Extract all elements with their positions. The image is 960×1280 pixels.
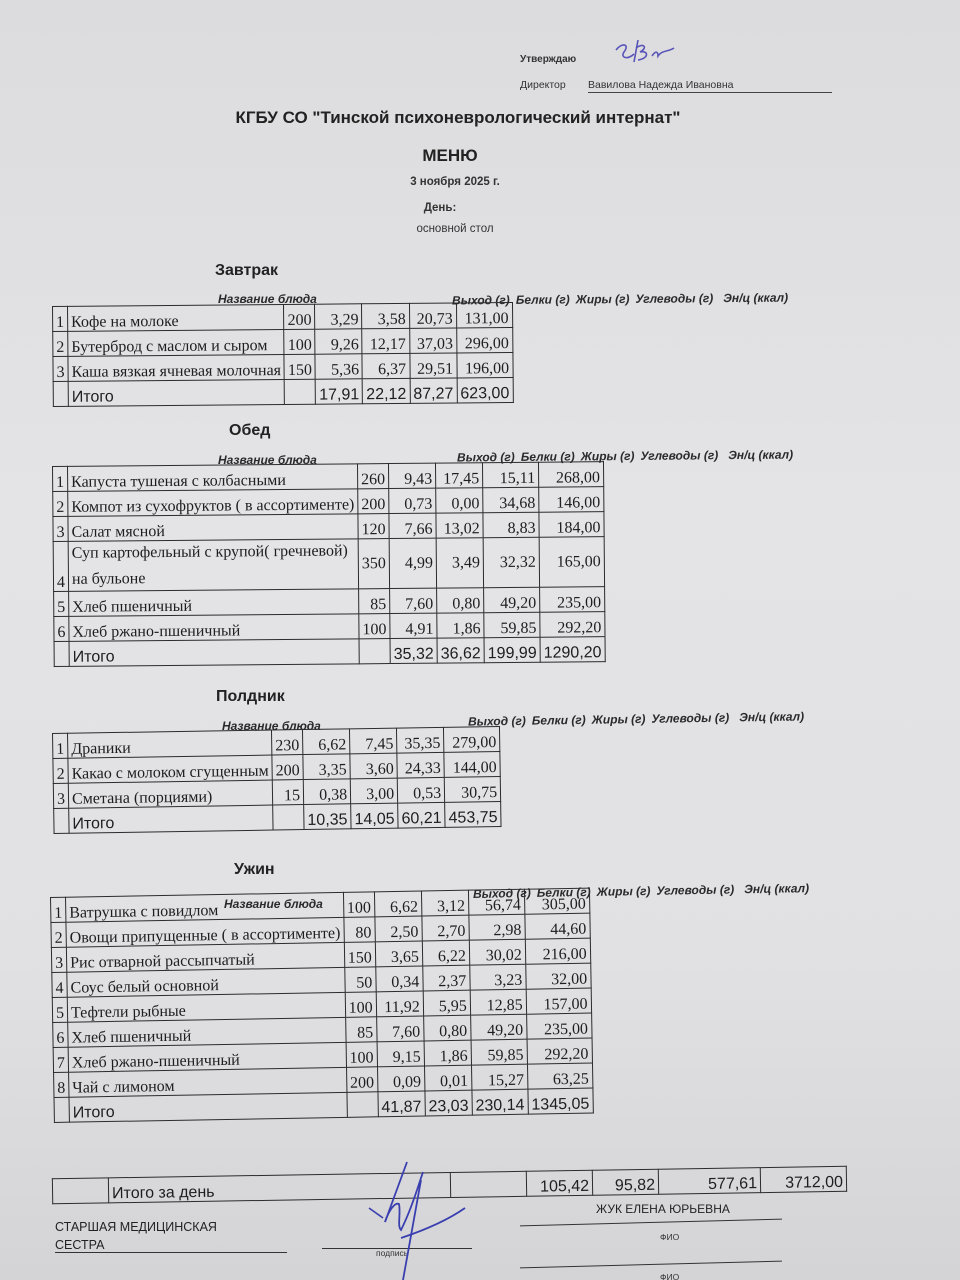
total-row	[53, 377, 513, 406]
position-line-2: СЕСТРА	[55, 1238, 105, 1252]
total-protein: 10,35	[304, 804, 351, 830]
cell-energy: 235,00	[540, 587, 605, 613]
cell-yield: 200	[346, 1067, 377, 1093]
total-num-cell	[53, 381, 68, 406]
fio-label-2: ФИО	[660, 1272, 680, 1280]
row-number: 3	[53, 783, 68, 808]
section-title: Завтрак	[215, 262, 279, 279]
dish-name: Рис отварной рассыпчатый	[66, 942, 344, 972]
fio-label: ФИО	[660, 1232, 680, 1242]
cell-yield: 100	[343, 892, 374, 918]
total-energy: 1345,05	[528, 1088, 593, 1114]
total-label: Итого	[69, 805, 273, 833]
column-header-fat: Жиры (г)	[596, 883, 651, 899]
total-yield-cell	[285, 379, 316, 404]
section-title: Ужин	[234, 861, 275, 878]
table-row	[53, 537, 604, 592]
column-header-energy: Эн/ц (ккал)	[739, 709, 805, 725]
director-name: Вавилова Надежда Ивановна	[588, 79, 832, 93]
day-total-carbs: 577,61	[658, 1168, 760, 1195]
menu-date: 3 ноября 2025 г.	[410, 176, 500, 188]
total-energy: 453,75	[445, 801, 501, 827]
name-underline	[520, 1219, 782, 1227]
cell-fat: 1,86	[437, 613, 484, 638]
column-header-yield: Выход (г)	[456, 449, 515, 465]
approve-label: Утверждаю	[520, 54, 577, 65]
row-number: 7	[53, 1047, 68, 1072]
row-number: 2	[53, 331, 68, 356]
column-header-fat: Жиры (г)	[591, 711, 646, 727]
row-number: 4	[52, 972, 67, 997]
cell-protein: 3,65	[375, 941, 422, 967]
total-carbs: 87,27	[410, 378, 457, 403]
dish-name: Кофе на молоке	[68, 304, 285, 331]
section-title: Обед	[229, 422, 271, 439]
cell-fat: 3,58	[362, 303, 409, 328]
dish-name: Хлеб ржано-пшеничный	[69, 614, 359, 642]
cell-yield: 350	[358, 539, 389, 589]
column-header-energy: Эн/ц (ккал)	[728, 447, 794, 463]
cell-protein: 4,91	[390, 613, 437, 638]
day-total-num-cell	[52, 1178, 108, 1204]
cell-fat: 5,95	[423, 990, 470, 1016]
cell-yield: 80	[344, 917, 375, 943]
total-energy: 623,00	[457, 377, 513, 402]
cell-energy: 32,00	[525, 963, 590, 989]
dish-name: Хлеб пшеничный	[69, 589, 359, 617]
table-row	[53, 327, 513, 356]
cell-carbs: 32,32	[483, 537, 539, 587]
cell-yield: 150	[284, 354, 315, 379]
column-header-carbs: Углеводы (г)	[635, 291, 714, 306]
signature-label: подпись	[376, 1248, 409, 1258]
column-header-energy: Эн/ц (ккал)	[723, 290, 789, 306]
row-number: 3	[53, 516, 68, 541]
column-header-carbs: Углеводы (г)	[656, 882, 735, 898]
cell-protein: 0,09	[377, 1066, 424, 1092]
cell-yield: 120	[358, 514, 389, 539]
cell-energy: 216,00	[525, 938, 590, 964]
cell-protein: 7,66	[389, 513, 436, 538]
cell-energy: 146,00	[539, 487, 604, 513]
cell-protein: 7,60	[376, 1016, 423, 1042]
cell-fat: 2,37	[423, 965, 470, 991]
column-header-protein: Белки (г)	[515, 292, 570, 307]
director-signature	[612, 34, 692, 70]
cell-protein: 6,62	[374, 891, 421, 917]
cell-carbs: 35,35	[397, 727, 444, 753]
section-title: Полдник	[216, 688, 285, 705]
cell-protein: 0,73	[389, 488, 436, 513]
day-total-energy: 3712,00	[760, 1166, 846, 1192]
position-underline	[55, 1252, 287, 1253]
cell-carbs: 15,11	[483, 462, 539, 487]
total-fat: 14,05	[351, 803, 398, 829]
total-label: Итого	[69, 639, 359, 667]
dish-name: Компот из сухофруктов ( в ассортименте)	[68, 489, 358, 517]
cell-fat: 0,01	[424, 1065, 471, 1091]
dish-name-line-2: на бульоне	[71, 570, 146, 588]
nurse-name: ЖУК ЕЛЕНА ЮРЬЕВНА	[596, 1202, 730, 1216]
cell-carbs: 34,68	[483, 487, 539, 512]
cell-fat: 0,80	[437, 588, 484, 613]
cell-protein: 2,50	[375, 916, 422, 942]
total-energy: 1290,20	[540, 637, 605, 663]
dish-name: Овощи припущенные ( в ассортименте)	[66, 917, 344, 947]
cell-protein: 3,35	[303, 754, 350, 780]
cell-protein: 9,15	[377, 1041, 424, 1067]
table-type: основной стол	[416, 223, 494, 235]
dish-name: Ватрушка с повидлом	[66, 892, 344, 922]
total-yield-cell	[273, 805, 304, 830]
column-header-energy: Эн/ц (ккал)	[744, 881, 810, 897]
cell-protein: 3,29	[315, 304, 362, 329]
row-number: 5	[52, 997, 67, 1022]
total-num-cell	[54, 641, 69, 666]
row-number: 1	[53, 733, 68, 758]
cell-carbs: 37,03	[409, 328, 456, 353]
day-total-protein: 105,42	[526, 1170, 592, 1196]
dish-name: Соус белый основной	[67, 967, 345, 997]
cell-protein: 5,36	[315, 354, 362, 379]
cell-fat: 1,86	[424, 1040, 471, 1066]
total-yield-cell	[359, 639, 390, 664]
cell-fat: 3,12	[421, 890, 468, 916]
cell-energy: 279,00	[444, 726, 500, 752]
column-headers	[468, 709, 810, 728]
cell-energy: 184,00	[539, 512, 604, 538]
cell-yield: 230	[272, 730, 303, 755]
cell-fat: 12,17	[362, 328, 409, 353]
cell-carbs: 20,73	[409, 303, 456, 328]
total-carbs: 230,14	[472, 1089, 528, 1115]
total-carbs: 199,99	[484, 637, 540, 662]
cell-yield: 260	[357, 464, 388, 489]
dish-name: Сметана (порциями)	[68, 780, 272, 808]
position-line-1: СТАРШАЯ МЕДИЦИНСКАЯ	[55, 1220, 217, 1234]
column-header-protein: Белки (г)	[536, 884, 591, 900]
cell-protein: 0,34	[375, 966, 422, 992]
cell-yield: 50	[344, 967, 375, 993]
dish-name: Хлеб ржано-пшеничный	[68, 1042, 346, 1072]
dish-name: Хлеб пшеничный	[68, 1017, 346, 1047]
cell-fat: 2,70	[422, 915, 469, 941]
cell-fat: 3,60	[350, 753, 397, 779]
cell-protein: 6,62	[303, 729, 350, 755]
total-protein: 35,32	[390, 638, 437, 663]
column-header-yield: Выход (г)	[451, 292, 510, 308]
cell-energy: 268,00	[539, 462, 604, 488]
cell-yield: 15	[272, 780, 303, 805]
cell-carbs: 3,23	[470, 964, 526, 990]
column-header-yield: Выход (г)	[467, 713, 526, 729]
cell-energy: 63,25	[527, 1063, 592, 1089]
total-yield-cell	[347, 1092, 378, 1118]
column-header-carbs: Углеводы (г)	[640, 448, 719, 463]
row-number: 3	[53, 356, 68, 381]
cell-carbs: 59,85	[471, 1039, 527, 1065]
column-header-name: Название блюда	[224, 897, 323, 911]
cell-yield: 200	[358, 489, 389, 514]
row-number: 2	[53, 758, 68, 783]
dish-name: Капуста тушеная с колбасными	[68, 464, 358, 492]
column-header-protein: Белки (г)	[531, 712, 586, 728]
cell-protein: 9,43	[388, 463, 435, 488]
cell-energy: 305,00	[524, 888, 589, 914]
table-row	[53, 302, 513, 331]
cell-carbs: 15,27	[471, 1064, 527, 1090]
cell-carbs: 49,20	[470, 1014, 526, 1040]
row-number: 1	[51, 897, 66, 922]
cell-energy: 157,00	[526, 988, 591, 1014]
row-number: 6	[53, 1022, 68, 1047]
row-number: 2	[51, 922, 66, 947]
cell-energy: 292,20	[527, 1038, 592, 1064]
name-underline-2	[520, 1261, 782, 1269]
cell-yield: 85	[345, 1017, 376, 1043]
cell-carbs: 49,20	[484, 587, 540, 612]
cell-fat: 3,49	[436, 538, 483, 588]
cell-fat: 6,22	[422, 940, 469, 966]
cell-fat: 13,02	[436, 513, 483, 538]
column-header-name: Название блюда	[222, 719, 321, 733]
cell-energy: 131,00	[456, 302, 512, 327]
column-header-yield: Выход (г)	[472, 885, 531, 901]
column-header-protein: Белки (г)	[520, 449, 575, 464]
day-total-fat: 95,82	[592, 1169, 658, 1195]
cell-yield: 100	[284, 329, 315, 354]
cell-carbs: 29,51	[409, 353, 456, 378]
row-number: 5	[54, 591, 69, 616]
total-num-cell	[54, 1097, 69, 1122]
dish-name	[68, 539, 358, 592]
column-header-fat: Жиры (г)	[580, 448, 635, 464]
cell-energy: 44,60	[525, 913, 590, 939]
total-protein: 41,87	[378, 1091, 425, 1117]
cell-yield: 100	[345, 992, 376, 1018]
total-label: Итого	[69, 1092, 347, 1122]
row-number: 4	[53, 541, 68, 591]
cell-fat: 0,80	[423, 1015, 470, 1041]
cell-fat: 0,00	[436, 488, 483, 513]
cell-carbs: 30,02	[469, 939, 525, 965]
cell-energy: 144,00	[444, 751, 500, 777]
cell-protein: 4,99	[389, 538, 436, 588]
total-fat: 22,12	[363, 378, 410, 403]
cell-yield: 85	[359, 589, 390, 614]
menu-table	[52, 461, 606, 667]
column-header-name: Название блюда	[218, 292, 317, 306]
dish-name: Салат мясной	[68, 514, 358, 542]
cell-energy: 235,00	[526, 1013, 591, 1039]
total-protein: 17,91	[316, 379, 363, 404]
cell-energy: 165,00	[539, 537, 604, 588]
day-label: День:	[423, 202, 457, 214]
cell-carbs: 56,74	[468, 889, 524, 915]
total-num-cell	[54, 808, 69, 833]
cell-energy: 30,75	[444, 776, 500, 802]
cell-yield: 100	[359, 614, 390, 639]
cell-energy: 292,20	[540, 612, 605, 638]
dish-name: Драники	[68, 730, 272, 758]
day-total-label: Итого за день	[108, 1172, 450, 1202]
menu-table	[52, 302, 513, 407]
row-number: 1	[53, 306, 68, 331]
row-number: 3	[51, 947, 66, 972]
cell-fat: 17,45	[436, 463, 483, 488]
cell-protein: 9,26	[315, 329, 362, 354]
director-label: Директор	[520, 79, 566, 91]
cell-carbs: 12,85	[470, 989, 526, 1015]
cell-yield: 200	[284, 304, 315, 329]
cell-yield: 150	[344, 942, 375, 968]
total-fat: 23,03	[425, 1090, 472, 1116]
column-header-fat: Жиры (г)	[575, 291, 630, 307]
cell-carbs: 2,98	[469, 914, 525, 940]
column-header-carbs: Углеводы (г)	[651, 710, 730, 726]
menu-table	[52, 726, 502, 834]
cell-energy: 196,00	[457, 352, 513, 377]
menu-table	[50, 885, 593, 1123]
dish-name: Тефтели рыбные	[67, 992, 345, 1022]
cell-yield: 100	[346, 1042, 377, 1068]
total-label: Итого	[68, 379, 285, 406]
dish-name: Какао с молоком сгущенным	[68, 755, 272, 783]
total-row	[54, 637, 605, 667]
cell-fat: 3,00	[350, 778, 397, 804]
row-number: 8	[54, 1072, 69, 1097]
row-number: 1	[53, 466, 68, 491]
cell-protein: 7,60	[390, 588, 437, 613]
page-title: МЕНЮ	[422, 146, 478, 165]
total-fat: 36,62	[437, 638, 484, 663]
cell-carbs: 59,85	[484, 612, 540, 637]
cell-carbs: 8,83	[483, 512, 539, 537]
cell-carbs: 24,33	[397, 752, 444, 778]
column-header-name: Название блюда	[218, 453, 317, 467]
cell-protein: 0,38	[303, 779, 350, 805]
organization-name: КГБУ СО "Тинской психоневрологический интернат"	[235, 108, 681, 127]
dish-name: Чай с лимоном	[69, 1067, 347, 1097]
dish-name: Бутерброд с маслом и сыром	[68, 329, 285, 356]
cell-fat: 7,45	[350, 728, 397, 754]
dish-name: Каша вязкая ячневая молочная	[68, 354, 285, 381]
nurse-signature	[355, 1160, 475, 1280]
row-number: 2	[53, 491, 68, 516]
table-row	[53, 352, 513, 381]
cell-fat: 6,37	[362, 353, 409, 378]
cell-carbs: 0,53	[397, 777, 444, 803]
cell-yield: 200	[272, 755, 303, 780]
cell-energy: 296,00	[456, 327, 512, 352]
dish-name-line-1: Суп картофельный с крупой( гречневой)	[71, 542, 348, 562]
cell-protein: 11,92	[376, 991, 423, 1017]
row-number: 6	[54, 616, 69, 641]
total-carbs: 60,21	[398, 802, 445, 828]
